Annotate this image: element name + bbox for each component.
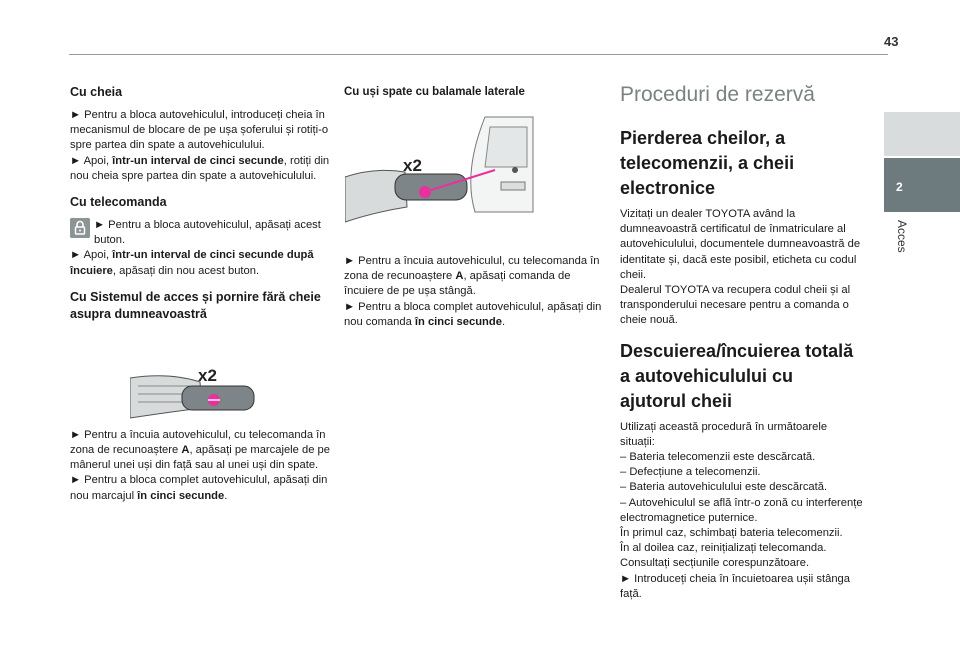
paragraph: [70, 154, 332, 184]
page-title: Proceduri de rezervă: [620, 83, 815, 106]
page-number: 43: [884, 34, 899, 49]
column-3: [620, 82, 864, 602]
rear-door-illustration: [345, 112, 535, 232]
text: , apăsați comanda de încuiere de pe ușa stângă.: [344, 270, 571, 298]
paragraph: În primul caz, schimbați bateria telecomenzii.: [620, 527, 843, 540]
paragraph: Consultați secțiunile corespunzătoare.: [620, 557, 810, 570]
bold-text: într-un interval de cinci secunde: [112, 154, 284, 167]
paragraph: Vizitați un dealer TOYOTA având la dumneavoastră certificatul de înmatriculare al autovehiculului, documentele dumneavoastră de identitate și, dacă este posibil, eticheta cu codul cheii.: [620, 208, 861, 281]
door-handle-illustration: [130, 368, 260, 428]
text: ► Pentru a încuia autovehiculul, cu telecomanda în zona de recunoaștere: [70, 428, 326, 457]
paragraph: [70, 248, 332, 278]
text: ► Pentru a bloca complet autovehiculul, apăsați din nou comanda: [344, 300, 602, 328]
paragraph: [344, 254, 602, 300]
heading-keyless: Cu Sistemul de acces și pornire fără cheie asupra dumneavoastră: [70, 289, 321, 321]
column-1: [70, 84, 332, 504]
list-item: – Defecțiune a telecomenzii.: [620, 466, 761, 479]
text: ► Apoi,: [70, 154, 113, 167]
paragraph: Utilizați această procedură în următoarele situații:: [620, 420, 828, 448]
paragraph: [70, 428, 332, 474]
lock-button-icon: [70, 218, 90, 238]
list-item: – Autovehiculul se află într-o zonă cu interferențe electromagnetice puternice.: [620, 496, 863, 524]
text: ► Pentru a bloca autovehiculul, introduceți cheia în mecanismul de blocare de pe ușa șoferului și rotiți-o spre partea din spate a autovehiculului.: [70, 109, 329, 152]
heading-key: Cu cheia: [70, 85, 123, 99]
chapter-label: Acces: [895, 220, 909, 253]
figure-label: x2: [198, 366, 217, 385]
paragraph: Dealerul TOYOTA va recupera codul cheii și al transponderului necesare pentru a comanda o cheie nouă.: [620, 284, 851, 327]
figure-label: x2: [403, 156, 422, 175]
list-item: – Bateria autovehiculului este descărcată.: [620, 481, 828, 494]
paragraph: ► Pentru a bloca autovehiculul, apăsați acest buton.: [94, 219, 321, 247]
text: .: [224, 489, 228, 502]
paragraph: [70, 108, 332, 154]
header-rule: [69, 54, 888, 55]
text: , apăsați pe marcajele de pe mânerul unei uși din față sau al unei uși din spate.: [70, 444, 330, 472]
paragraph: În al doilea caz, reinițializați telecomanda.: [620, 542, 827, 555]
text: ► Pentru a încuia autovehiculul, cu telecomanda în zona de recunoaștere: [344, 255, 600, 283]
text: ► Pentru a bloca complet autovehiculul, apăsați din nou marcajul: [70, 474, 328, 502]
chapter-number: 2: [896, 180, 903, 194]
bold-text: A: [181, 444, 190, 457]
heading-full-lock: Descuierea/încuierea totală a autovehiculului cu ajutorul cheii: [620, 340, 854, 411]
bold-text: în cinci secunde: [414, 315, 502, 328]
text: , apăsați din nou acest buton.: [112, 264, 260, 277]
bold-text: A: [455, 270, 464, 283]
heading-remote: Cu telecomanda: [70, 195, 167, 210]
heading-lost: Pierderea cheilor, a telecomenzii, a cheii electronice: [620, 128, 795, 198]
text: ► Apoi,: [70, 249, 113, 262]
text: , rotiți din nou cheia spre partea din spate a autovehiculului.: [70, 154, 330, 182]
remote-row: [70, 218, 332, 248]
chapter-tab-upper: [884, 112, 960, 156]
paragraph: [70, 473, 332, 503]
text: .: [501, 315, 506, 328]
list-item: – Bateria telecomenzii este descărcată.: [620, 451, 816, 464]
paragraph: ► Introduceți cheia în încuietoarea ușii stânga față.: [620, 572, 850, 600]
heading-hinged: Cu uși spate cu balamale laterale: [344, 86, 525, 98]
bold-text: într-un interval de cinci secunde după încuiere: [70, 249, 314, 277]
bold-text: în cinci secunde: [137, 489, 225, 502]
paragraph: [344, 300, 602, 330]
